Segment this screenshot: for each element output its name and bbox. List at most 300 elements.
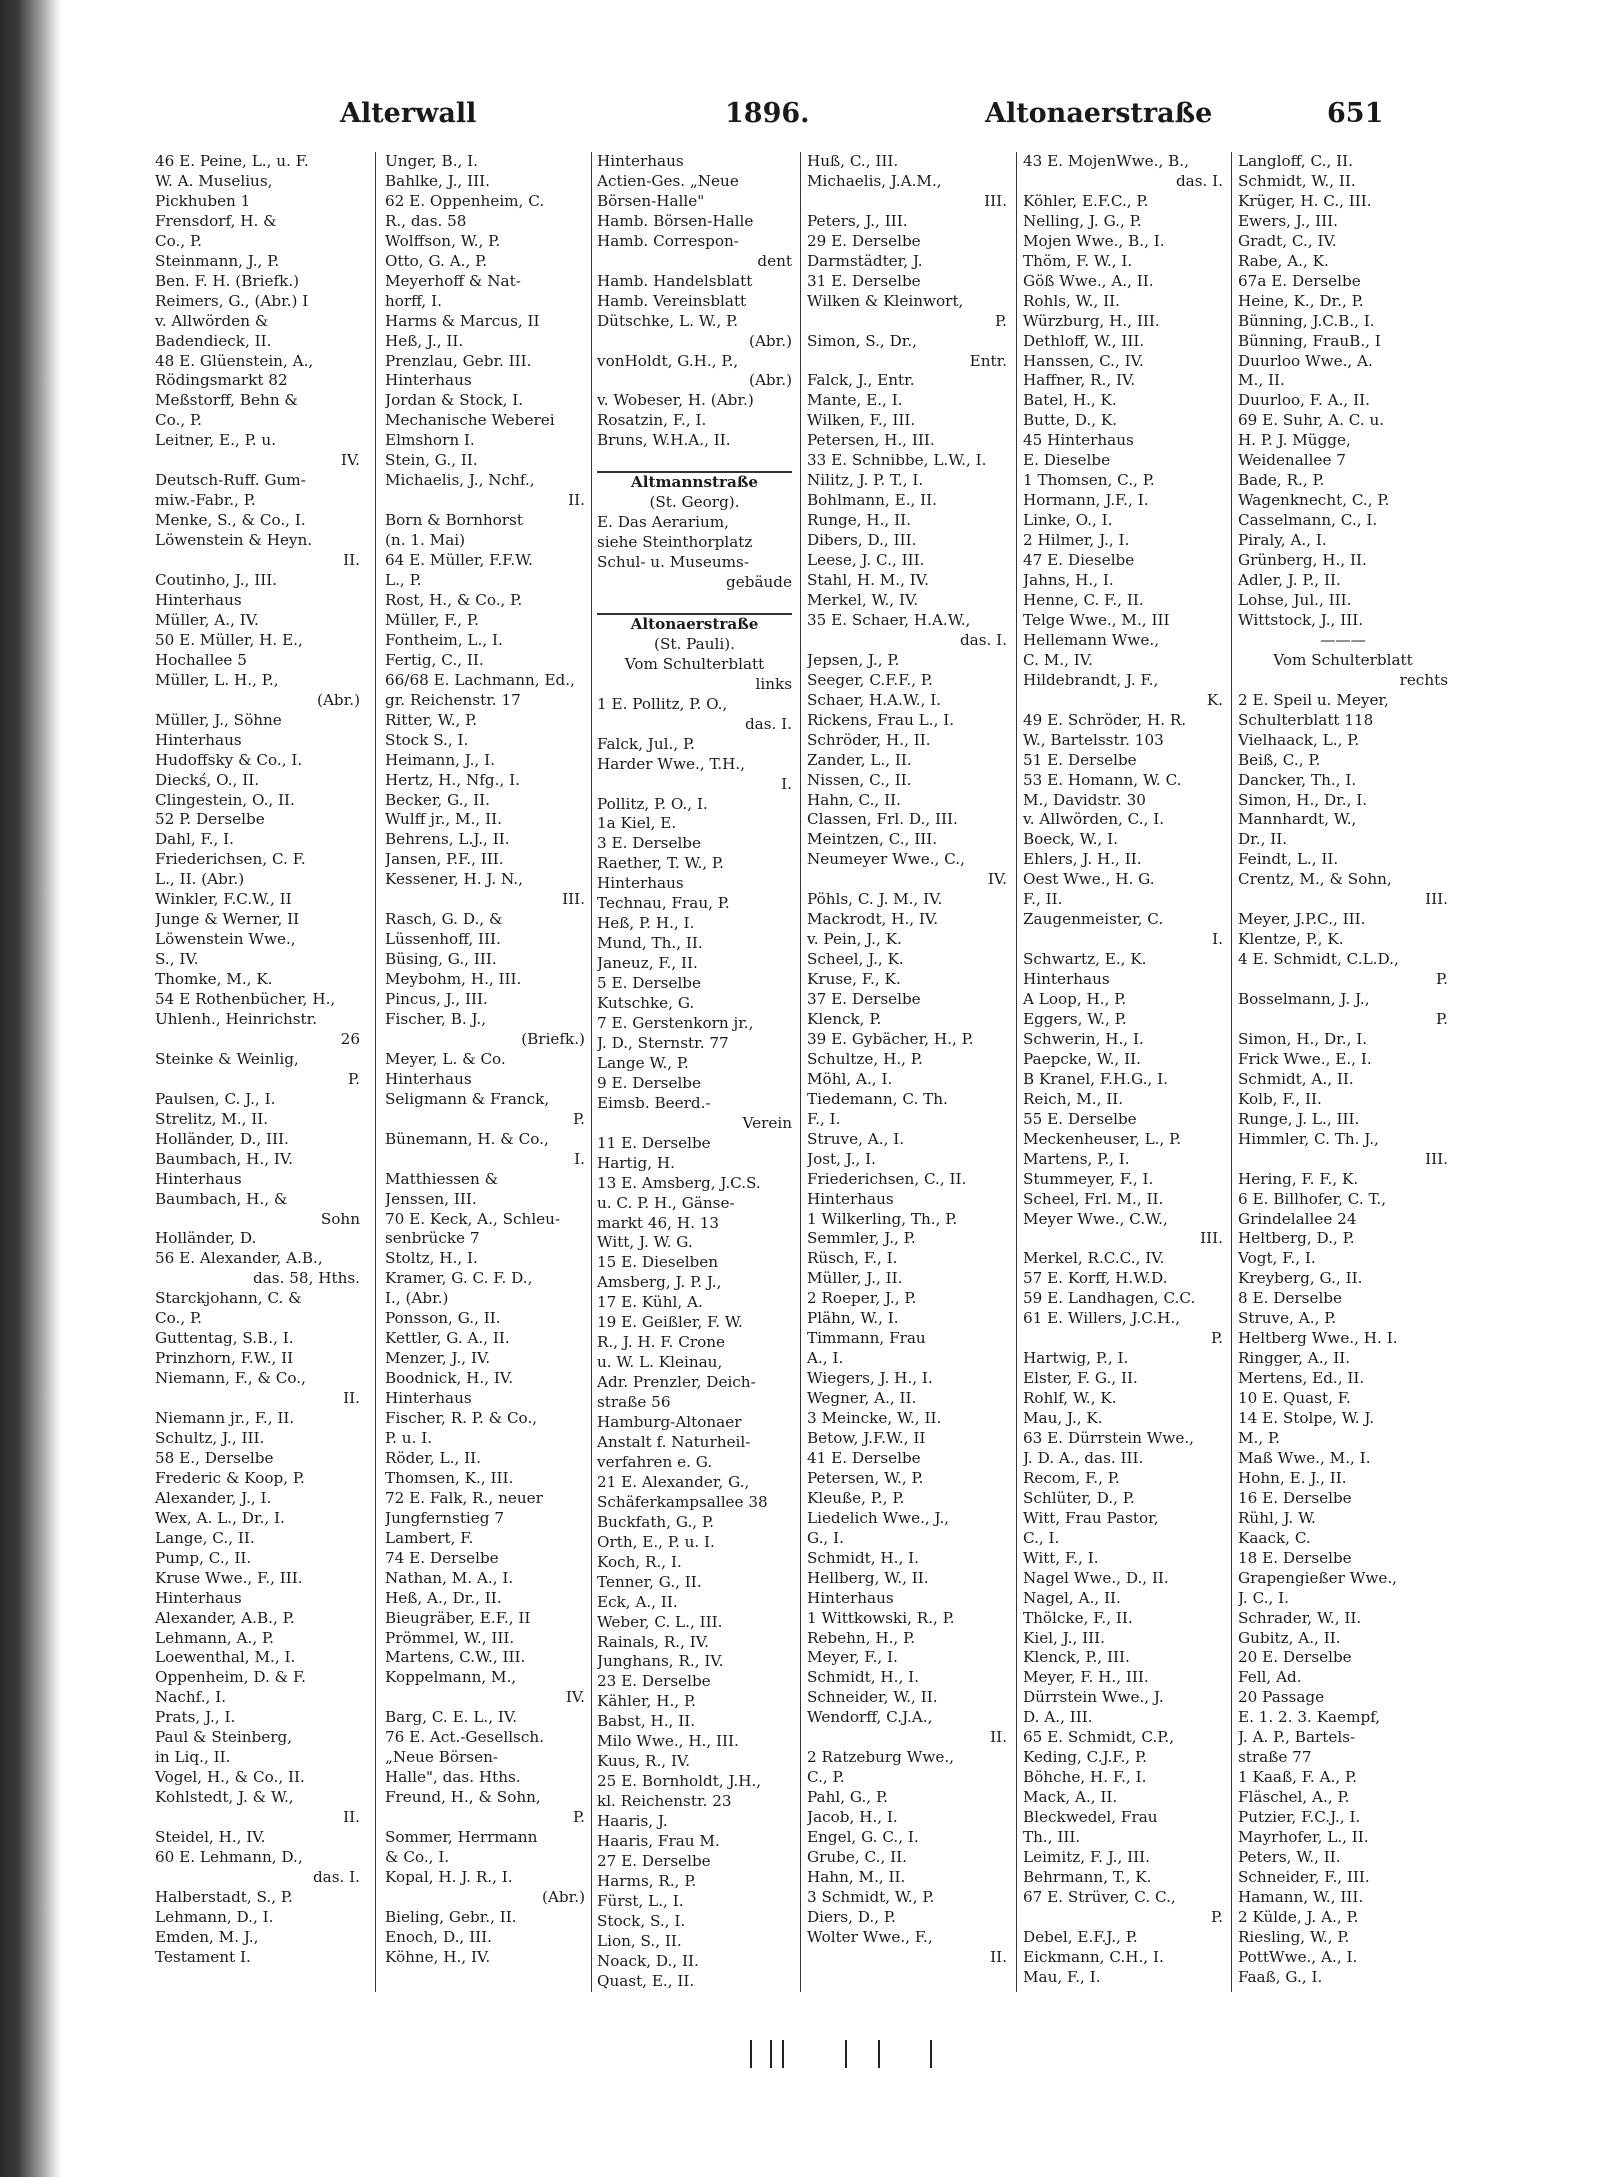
entry-line: Th., III. xyxy=(1023,1828,1081,1847)
entry-line: Kohlstedt, J. & W., xyxy=(155,1788,294,1807)
entry-line: verfahren e. G. xyxy=(597,1452,713,1471)
entry-line: Grünberg, H., II. xyxy=(1238,551,1367,570)
entry-line: Loewenthal, M., I. xyxy=(155,1648,296,1667)
entry-line: 48 E. Glüenstein, A., xyxy=(155,351,314,370)
entry-line: Schulterblatt 118 xyxy=(1238,710,1374,729)
entry-line: 27 E. Derselbe xyxy=(597,1852,711,1871)
entry-line: Hinterhaus xyxy=(807,1588,894,1607)
entry-line: L., P. xyxy=(385,571,422,590)
scan-mark xyxy=(770,2040,772,2068)
entry-line: Wulff jr., M., II. xyxy=(385,810,502,829)
entry-line: 61 E. Willers, J.C.H., xyxy=(1023,1309,1181,1328)
entry-line: 3 Meincke, W., II. xyxy=(807,1409,942,1428)
entry-line: Jacob, H., I. xyxy=(807,1808,898,1827)
entry-line: Fläschel, A., P. xyxy=(1238,1788,1350,1807)
entry-line: Rödingsmarkt 82 xyxy=(155,371,288,390)
entry-line: Engel, G. C., I. xyxy=(807,1828,919,1847)
entry-line: Müller, L. H., P., xyxy=(155,670,279,689)
entry-line: Tiedemann, C. Th. xyxy=(807,1089,948,1108)
entry-line: 1 Thomsen, C., P. xyxy=(1023,471,1155,490)
entry-line: Vom Schulterblatt xyxy=(624,654,765,673)
entry-line: Adler, J. P., II. xyxy=(1238,571,1341,590)
entry-line: Steinke & Weinlig, xyxy=(155,1049,299,1068)
entry-line: Freund, H., & Sohn, xyxy=(385,1788,541,1807)
entry-line: H. P. J. Mügge, xyxy=(1238,431,1351,450)
entry-line: Wagenknecht, C., P. xyxy=(1238,491,1390,510)
entry-line: Dahl, F., I. xyxy=(155,830,235,849)
entry-line: Löwenstein & Heyn. xyxy=(155,531,313,550)
entry-line: Anstalt f. Naturheil- xyxy=(597,1433,751,1451)
entry-line: Badendieck, II. xyxy=(155,331,272,350)
entry-line: A., I. xyxy=(807,1349,844,1368)
entry-line: Stock S., I. xyxy=(385,730,469,749)
entry-line: 67a E. Derselbe xyxy=(1238,271,1361,290)
entry-line: Pahl, G., P. xyxy=(807,1788,888,1807)
entry-line: Hinterhaus xyxy=(385,1389,472,1408)
entry-line: Hinterhaus xyxy=(597,152,684,170)
entry-line: 15 E. Dieselben xyxy=(597,1253,719,1272)
entry-line: 43 E. MojenWwe., B., xyxy=(1023,152,1189,170)
entry-line: P. xyxy=(1436,970,1448,989)
entry-line: Rosatzin, F., I. xyxy=(597,411,707,430)
entry-line: Heimann, J., I. xyxy=(385,750,495,769)
entry-line: Kähler, H., P. xyxy=(597,1692,696,1711)
entry-line: Möhl, A., I. xyxy=(807,1069,893,1088)
entry-line: Ritter, W., P. xyxy=(385,710,478,729)
entry-line: straße 77 xyxy=(1238,1748,1312,1767)
entry-line: (Abr.) xyxy=(542,1887,585,1906)
entry-line: Dürrstein Wwe., J. xyxy=(1023,1688,1164,1707)
entry-line: Baumbach, H., & xyxy=(155,1189,288,1208)
entry-line: Hohn, E. J., II. xyxy=(1238,1468,1347,1487)
entry-line: P. xyxy=(995,311,1007,330)
entry-line: S., IV. xyxy=(155,950,199,969)
entry-line: 31 E. Derselbe xyxy=(807,271,921,290)
entry-line: Vogt, F., I. xyxy=(1238,1249,1316,1268)
entry-line: Emden, M. J., xyxy=(155,1927,259,1946)
entry-line: Barg, C. E. L., IV. xyxy=(385,1708,518,1727)
entry-line: Halberstadt, S., P. xyxy=(155,1887,293,1906)
entry-line: Kreyberg, G., II. xyxy=(1238,1269,1363,1288)
entry-line: Thomke, M., K. xyxy=(155,970,273,989)
entry-line: Meckenheuser, L., P. xyxy=(1023,1129,1182,1148)
entry-line: J. A. P., Bartels- xyxy=(1238,1728,1356,1747)
entry-line: Petersen, W., P. xyxy=(807,1468,924,1487)
entry-line: Grapengießer Wwe., xyxy=(1238,1568,1397,1587)
entry-line: 29 E. Derselbe xyxy=(807,231,921,250)
entry-line: Orth, E., P. u. I. xyxy=(597,1532,715,1551)
entry-line: Witt, J. W. G. xyxy=(597,1233,693,1252)
entry-line: P. xyxy=(1436,1009,1448,1028)
entry-line: Sohn xyxy=(320,1209,360,1228)
entry-line: u. C. P. H., Gänse- xyxy=(597,1193,735,1212)
entry-line: 18 E. Derselbe xyxy=(1238,1548,1352,1567)
entry-line: Heß, J., II. xyxy=(385,331,464,350)
entry-line: Mau, F., I. xyxy=(1023,1967,1101,1986)
entry-line: Verein xyxy=(742,1113,792,1132)
entry-line: Dethloff, W., III. xyxy=(1023,331,1145,350)
entry-line: v. Pein, J., K. xyxy=(807,930,902,949)
entry-line: Junghans, R., IV. xyxy=(597,1652,724,1671)
entry-line: Eimsb. Beerd.- xyxy=(597,1093,711,1112)
entry-line: Schröder, H., II. xyxy=(807,730,931,749)
entry-line: Hinterhaus xyxy=(155,730,242,749)
entry-line: Martens, C.W., III. xyxy=(385,1648,526,1667)
directory-column-6 xyxy=(1238,152,1448,2012)
entry-line: Meßstorff, Behn & xyxy=(155,391,298,410)
entry-line: PottWwe., A., I. xyxy=(1238,1947,1358,1966)
entry-line: Hahn, C., II. xyxy=(807,790,901,809)
entry-line: Börsen-Halle" xyxy=(597,191,705,210)
entry-line: Mackrodt, H., IV. xyxy=(807,910,939,929)
entry-line: Hamb. Vereinsblatt xyxy=(597,291,747,310)
entry-line: Eickmann, C.H., I. xyxy=(1023,1947,1164,1966)
scan-binding-edge xyxy=(0,0,62,2177)
entry-line: Scheel, J., K. xyxy=(807,950,904,969)
entry-line: Bosselmann, J. J., xyxy=(1238,990,1370,1009)
scan-mark xyxy=(782,2040,784,2068)
entry-line: Martens, P., I. xyxy=(1023,1149,1130,1168)
scan-edge-marks xyxy=(110,2040,1490,2080)
entry-line: Haaris, J. xyxy=(597,1812,668,1831)
entry-line: Winkler, F.C.W., II xyxy=(155,890,292,909)
entry-line: Rohlf, W., K. xyxy=(1023,1389,1117,1408)
entry-line: Riesling, W., P. xyxy=(1238,1927,1350,1946)
entry-line: Runge, J. L., III. xyxy=(1238,1109,1360,1128)
entry-line: 7 E. Gerstenkorn jr., xyxy=(597,1013,754,1032)
entry-line: I. xyxy=(574,1149,585,1168)
entry-line: Runge, H., II. xyxy=(807,511,911,530)
entry-line: Ben. F. H. (Briefk.) xyxy=(155,271,300,290)
entry-line: Alexander, A.B., P. xyxy=(155,1608,295,1627)
entry-line: Schul- u. Museums- xyxy=(597,553,749,572)
entry-line: Lange W., P. xyxy=(597,1053,689,1072)
entry-line: 6 E. Billhofer, C. T., xyxy=(1238,1189,1387,1208)
entry-line: 50 E. Müller, H. E., xyxy=(155,630,303,649)
entry-line: Holländer, D. xyxy=(155,1229,257,1248)
entry-line: 39 E. Gybächer, H., P. xyxy=(807,1029,974,1048)
entry-line: Müller, F., P. xyxy=(385,610,479,629)
entry-line: Fertig, C., II. xyxy=(385,650,484,669)
entry-line: E. 1. 2. 3. Kaempf, xyxy=(1238,1708,1381,1727)
entry-line: Hellberg, W., II. xyxy=(807,1568,929,1587)
entry-line: M., II. xyxy=(1238,371,1285,390)
entry-line: Stoltz, H., I. xyxy=(385,1249,478,1268)
entry-line: Rainals, R., IV. xyxy=(597,1632,709,1651)
entry-line: Vom Schulterblatt xyxy=(1273,650,1413,669)
entry-line: Gubitz, A., II. xyxy=(1238,1628,1341,1647)
entry-line: 35 E. Schaer, H.A.W., xyxy=(807,610,971,629)
entry-line: 14 E. Stolpe, W. J. xyxy=(1238,1409,1375,1428)
entry-line: Böhche, H. F., I. xyxy=(1023,1768,1147,1787)
entry-line: rechts xyxy=(1399,670,1448,689)
entry-line: Beiß, C., P. xyxy=(1238,750,1321,769)
header-year: 1896. xyxy=(725,98,810,129)
entry-line: Klenck, P., III. xyxy=(1023,1648,1130,1667)
entry-line: II. xyxy=(568,491,585,510)
entry-line: Lehmann, D., I. xyxy=(155,1907,274,1926)
entry-line: 51 E. Derselbe xyxy=(1023,750,1137,769)
entry-line: Semmler, J., P. xyxy=(807,1229,916,1248)
entry-line: Bleckwedel, Frau xyxy=(1023,1808,1158,1827)
entry-line: C., P. xyxy=(807,1768,845,1787)
entry-line: Hinterhaus xyxy=(155,1588,242,1607)
page-number: 651 xyxy=(1327,98,1384,129)
entry-line: Rickens, Frau L., I. xyxy=(807,710,955,729)
entry-line: Menke, S., & Co., I. xyxy=(155,511,306,530)
entry-line: Hartwig, P., I. xyxy=(1023,1349,1129,1368)
entry-line: Hinterhaus xyxy=(155,590,242,609)
entry-line: Rasch, G. D., & xyxy=(385,910,503,929)
entry-line: Rost, H., & Co., P. xyxy=(385,590,523,609)
entry-line: 63 E. Dürrstein Wwe., xyxy=(1023,1429,1194,1447)
entry-line: Bünning, J.C.B., I. xyxy=(1238,311,1375,330)
entry-line: Guttentag, S.B., I. xyxy=(155,1329,294,1348)
entry-line: Prömmel, W., III. xyxy=(385,1628,515,1647)
entry-line: (Abr.) xyxy=(749,371,792,390)
entry-line: Noack, D., II. xyxy=(597,1951,699,1970)
entry-line: Co., P. xyxy=(155,231,202,250)
entry-line: Hertz, H., Nfg., I. xyxy=(385,770,520,789)
entry-line: Bahlke, J., III. xyxy=(385,171,490,190)
entry-line: gebäude xyxy=(726,573,792,592)
entry-line: 4 E. Schmidt, C.L.D., xyxy=(1238,950,1399,969)
entry-line: Neumeyer Wwe., C., xyxy=(807,850,965,869)
entry-line: Reich, M., II. xyxy=(1023,1089,1124,1108)
entry-line: 69 E. Suhr, A. C. u. xyxy=(1238,411,1385,430)
entry-line: Mack, A., II. xyxy=(1023,1788,1118,1807)
page-header xyxy=(135,98,1450,138)
entry-line: Wex, A. L., Dr., I. xyxy=(155,1508,285,1527)
entry-line: Rüsch, F., I. xyxy=(807,1249,898,1268)
scan-mark xyxy=(845,2040,847,2068)
entry-line: Kleuße, P., P. xyxy=(807,1488,905,1507)
entry-line: Born & Bornhorst xyxy=(385,511,523,530)
entry-line: Simon, S., Dr., xyxy=(807,331,918,350)
entry-line: 33 E. Schnibbe, L.W., I. xyxy=(807,451,987,470)
entry-line: Dieckś, O., II. xyxy=(155,770,260,789)
entry-line: Duurloo, F. A., II. xyxy=(1238,391,1370,410)
entry-line: G., I. xyxy=(807,1528,844,1547)
entry-line: Müller, A., IV. xyxy=(155,610,259,629)
entry-line: 3 Schmidt, W., P. xyxy=(807,1887,935,1906)
entry-line: Kessener, H. J. N., xyxy=(385,870,523,889)
entry-line: 1 Kaaß, F. A., P. xyxy=(1238,1768,1357,1787)
entry-line: Putzier, F.C.J., I. xyxy=(1238,1808,1361,1827)
entry-line: 16 E. Derselbe xyxy=(1238,1488,1352,1507)
entry-line: Lehmann, A., P. xyxy=(155,1628,274,1647)
entry-line: Oppenheim, D. & F. xyxy=(155,1668,306,1687)
entry-line: Merkel, R.C.C., IV. xyxy=(1023,1249,1165,1268)
entry-line: Hinterhaus xyxy=(807,1189,894,1208)
entry-line: das. I. xyxy=(312,1867,360,1886)
entry-line: 62 E. Oppenheim, C. xyxy=(385,191,545,210)
entry-line: Pump, C., II. xyxy=(155,1548,252,1567)
entry-line: Quast, E., II. xyxy=(597,1971,695,1990)
entry-line: Nagel Wwe., D., II. xyxy=(1023,1568,1169,1587)
entry-line: Mante, E., I. xyxy=(807,391,903,410)
entry-line: Struve, A., I. xyxy=(807,1129,905,1148)
entry-line: Adr. Prenzler, Deich- xyxy=(597,1373,756,1392)
entry-line: Schrader, W., II. xyxy=(1238,1608,1362,1627)
entry-line: E. Dieselbe xyxy=(1023,451,1111,470)
entry-line: Nilitz, J. P. T., I. xyxy=(807,471,924,490)
entry-line: F., I. xyxy=(807,1109,841,1128)
entry-line: Röder, L., II. xyxy=(385,1448,481,1467)
entry-line: Elster, F. G., II. xyxy=(1023,1369,1138,1388)
entry-line: Janeuz, F., II. xyxy=(597,954,698,973)
column-divider xyxy=(800,152,801,1992)
entry-line: Prenzlau, Gebr. III. xyxy=(385,351,532,370)
entry-line: Wolffson, W., P. xyxy=(385,231,501,250)
entry-line: Nissen, C., II. xyxy=(807,770,912,789)
entry-line: 41 E. Derselbe xyxy=(807,1448,921,1467)
entry-line: Leimitz, F. J., III. xyxy=(1023,1848,1150,1867)
entry-line: Heß, A., Dr., II. xyxy=(385,1588,502,1607)
entry-line: Langloff, C., II. xyxy=(1238,152,1353,170)
entry-line: 76 E. Act.-Gesellsch. xyxy=(385,1728,544,1747)
column-divider xyxy=(1016,152,1017,1992)
scan-mark xyxy=(878,2040,880,2068)
entry-line: Mannhardt, W., xyxy=(1238,810,1357,829)
entry-line: Schultze, H., P. xyxy=(807,1049,923,1068)
entry-line: Meyer Wwe., C.W., xyxy=(1023,1209,1168,1228)
scan-mark xyxy=(930,2040,932,2068)
entry-line: Rebehn, H., P. xyxy=(807,1628,916,1647)
entry-line: Testament I. xyxy=(155,1947,251,1966)
entry-line: 56 E. Alexander, A.B., xyxy=(155,1249,323,1268)
entry-line: Klenck, P. xyxy=(807,1009,882,1028)
entry-line: 66/68 E. Lachmann, Ed., xyxy=(385,670,575,689)
entry-line: Grube, C., II. xyxy=(807,1848,907,1867)
entry-line: Schmidt, W., II. xyxy=(1238,171,1356,190)
entry-line: horff, I. xyxy=(385,291,442,310)
entry-line: P. xyxy=(1211,1907,1223,1926)
entry-line: Schwartz, E., K. xyxy=(1023,950,1147,969)
entry-line: Wiegers, J. H., I. xyxy=(807,1369,933,1388)
entry-line: 5 E. Derselbe xyxy=(597,974,702,993)
entry-line: Merkel, W., IV. xyxy=(807,590,919,609)
entry-line: 1a Kiel, E. xyxy=(597,814,677,833)
entry-line: P. xyxy=(573,1808,585,1827)
entry-line: Entr. xyxy=(969,351,1007,370)
entry-line: Bruns, W.H.A., II. xyxy=(597,431,731,450)
entry-line: Buckfath, G., P. xyxy=(597,1512,714,1531)
entry-line: Butte, D., K. xyxy=(1023,411,1118,430)
entry-line: Heltberg Wwe., H. I. xyxy=(1238,1329,1398,1348)
entry-line: 1 E. Pollitz, P. O., xyxy=(597,694,728,713)
entry-line: Nagel, A., II. xyxy=(1023,1588,1121,1607)
entry-line: Falck, Jul., P. xyxy=(597,734,695,753)
entry-line: I. xyxy=(781,774,792,793)
entry-line: Koch, R., I. xyxy=(597,1552,682,1571)
entry-line: Heß, P. H., I. xyxy=(597,914,695,933)
entry-line: 2 E. Speil u. Meyer, xyxy=(1238,690,1389,709)
entry-line: Starckjohann, C. & xyxy=(155,1289,302,1308)
column-divider xyxy=(375,152,376,1992)
entry-line: II. xyxy=(990,1728,1007,1747)
entry-line: Fischer, B. J., xyxy=(385,1009,487,1028)
entry-line: Wittstock, J., III. xyxy=(1238,610,1364,629)
entry-line: 8 E. Derselbe xyxy=(1238,1289,1343,1308)
entry-line: Hamb. Handelsblatt xyxy=(597,271,753,290)
entry-line: Falck, J., Entr. xyxy=(807,371,915,390)
entry-line: Schmidt, H., I. xyxy=(807,1548,919,1567)
entry-line: P. xyxy=(1211,1329,1223,1348)
entry-line: Michaelis, J.A.M., xyxy=(807,171,942,190)
entry-line: Nachf., I. xyxy=(155,1688,227,1707)
entry-line: Hartig, H. xyxy=(597,1153,675,1172)
entry-line: v. Allwörden, C., I. xyxy=(1023,810,1165,829)
entry-line: Weber, C. L., III. xyxy=(597,1612,723,1631)
entry-line: Witt, Frau Pastor, xyxy=(1023,1508,1159,1527)
entry-line: C. M., IV. xyxy=(1023,650,1093,669)
entry-line: 55 E. Derselbe xyxy=(1023,1109,1137,1128)
entry-line: Actien-Ges. „Neue xyxy=(597,171,739,190)
entry-line: Hinterhaus xyxy=(597,874,684,893)
entry-line: Frensdorf, H. & xyxy=(155,211,277,230)
entry-line: M., Davidstr. 30 xyxy=(1023,790,1146,809)
entry-line: Nelling, J. G., P. xyxy=(1023,211,1142,230)
entry-line: Hamb. Börsen-Halle xyxy=(597,211,754,230)
entry-line: Classen, Frl. D., III. xyxy=(807,810,958,829)
entry-line: Heine, K., Dr., P. xyxy=(1238,291,1364,310)
directory-column-4 xyxy=(807,152,1007,2012)
entry-line: gr. Reichenstr. 17 xyxy=(385,690,521,709)
entry-line: Kutschke, G. xyxy=(597,994,695,1013)
entry-line: J. D. A., das. III. xyxy=(1023,1448,1144,1467)
entry-line: Coutinho, J., III. xyxy=(155,571,278,590)
entry-line: Mertens, Ed., II. xyxy=(1238,1369,1365,1388)
entry-line: Unger, B., I. xyxy=(385,152,479,170)
entry-line: Jahns, H., I. xyxy=(1023,571,1114,590)
entry-line: Harms & Marcus, II xyxy=(385,311,540,330)
entry-line: Pincus, J., III. xyxy=(385,990,488,1009)
entry-line: E. Das Aerarium, xyxy=(597,513,729,532)
entry-line: Paepcke, W., II. xyxy=(1023,1049,1141,1068)
entry-line: Plähn, W., I. xyxy=(807,1309,899,1328)
entry-line: B Kranel, F.H.G., I. xyxy=(1023,1069,1168,1088)
entry-line: Batel, H., K. xyxy=(1023,391,1117,410)
entry-line: Leitner, E., P. u. xyxy=(155,431,277,450)
entry-line: Göß Wwe., A., II. xyxy=(1023,271,1154,290)
entry-line: Schäferkampsallee 38 xyxy=(597,1492,768,1511)
entry-line: 49 E. Schröder, H. R. xyxy=(1023,710,1187,729)
entry-line: D. A., III. xyxy=(1023,1708,1093,1727)
entry-line: Frederic & Koop, P. xyxy=(155,1468,305,1487)
entry-line: Telge Wwe., M., III xyxy=(1023,610,1170,629)
entry-line: „Neue Börsen- xyxy=(385,1748,499,1767)
entry-line: siehe Steinthorplatz xyxy=(597,533,753,552)
entry-line: Amsberg, J. P. J., xyxy=(597,1273,722,1292)
entry-line: ——— xyxy=(1320,630,1366,649)
entry-line: Halle", das. Hths. xyxy=(385,1768,521,1787)
entry-line: II. xyxy=(343,551,360,570)
entry-line: kl. Reichenstr. 23 xyxy=(597,1792,732,1811)
entry-line: M., P. xyxy=(1238,1429,1281,1447)
entry-line: Behrmann, T., K. xyxy=(1023,1867,1152,1886)
entry-line: Pöhls, C. J. M., IV. xyxy=(807,890,943,909)
entry-line: Hildebrandt, J. F., xyxy=(1023,670,1159,689)
entry-line: Friederichsen, C. F. xyxy=(155,850,306,869)
entry-line: Würzburg, H., III. xyxy=(1023,311,1160,330)
entry-line: Strelitz, M., II. xyxy=(155,1109,269,1128)
entry-line: 20 Passage xyxy=(1238,1688,1325,1707)
entry-line: Diers, D., P. xyxy=(807,1907,896,1926)
entry-line: Milo Wwe., H., III. xyxy=(597,1732,739,1751)
entry-line: Kiel, J., III. xyxy=(1023,1628,1105,1647)
entry-line: 64 E. Müller, F.F.W. xyxy=(385,551,533,570)
